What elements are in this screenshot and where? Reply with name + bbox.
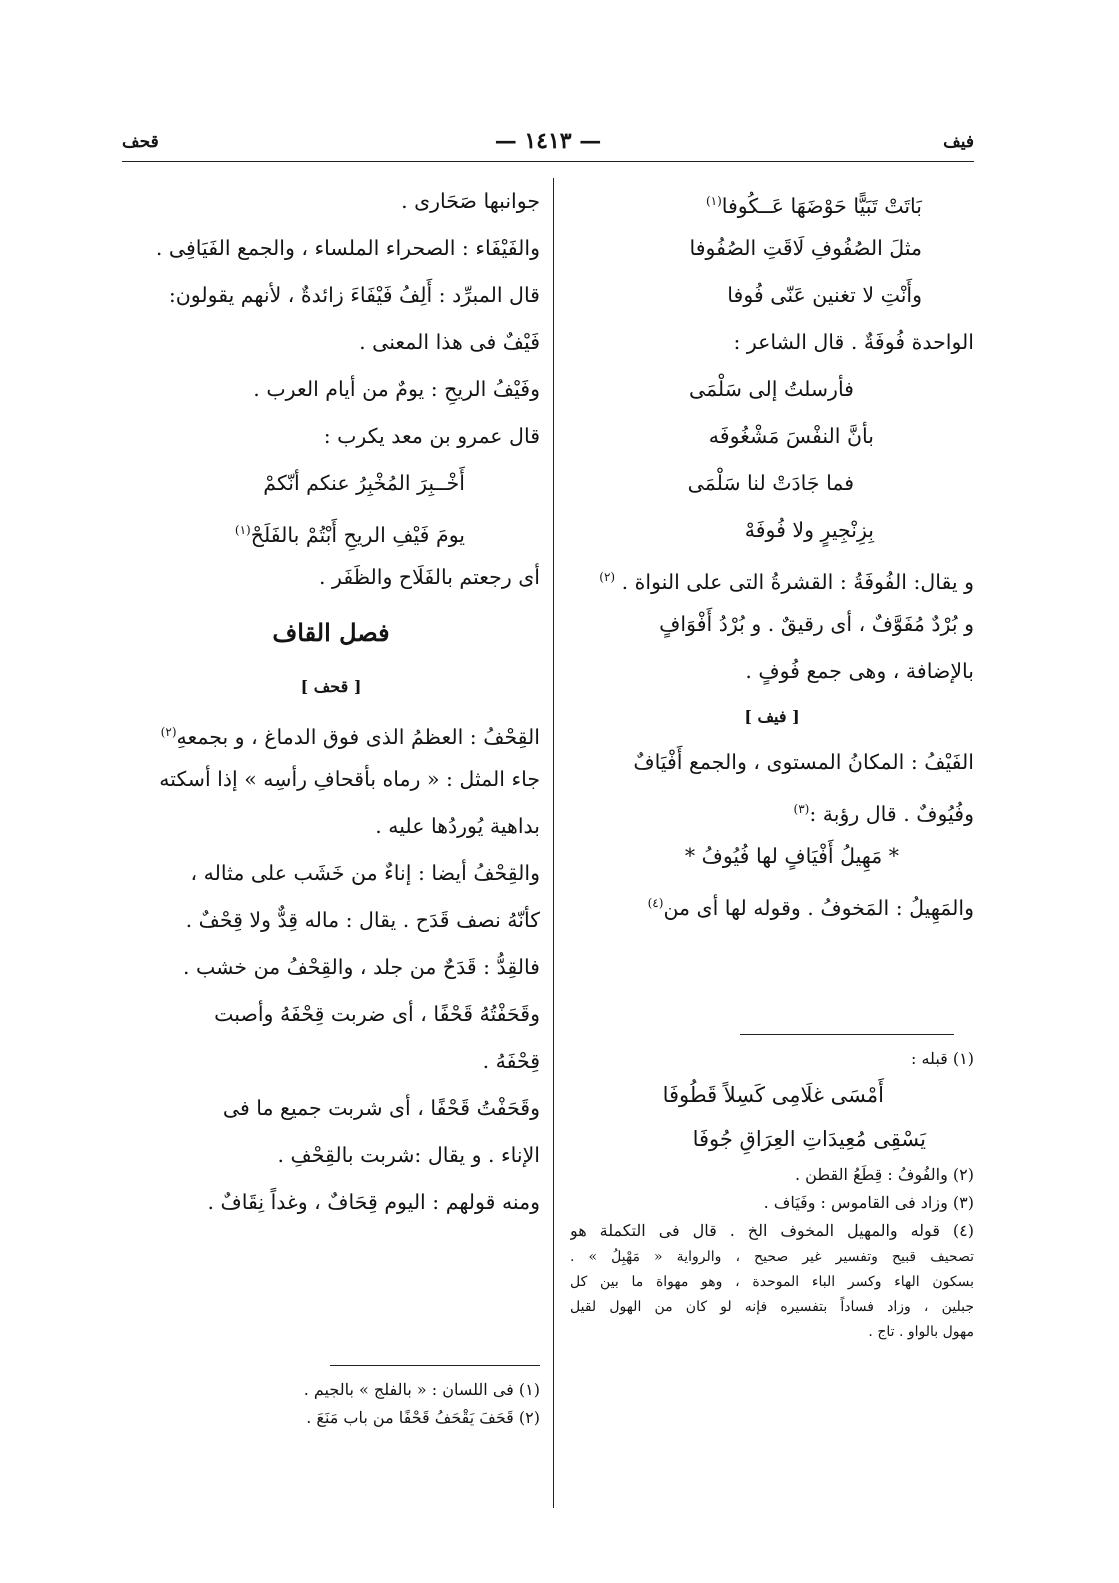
text-line: الفَيْفُ : المكانُ المستوى ، والجمع أَفْيَافٌ	[633, 750, 974, 774]
text-line: الواحدة فُوفَةٌ . قال الشاعر :	[733, 330, 974, 354]
text-line: قال المبرِّد : أَلِفُ فَيْفَاءَ زائدةٌ ، لأنهم يقولون:	[168, 283, 540, 307]
footnotes-right	[570, 1045, 974, 1345]
verse-line: فأرسلتُ إلى سَلْمَى	[688, 377, 854, 401]
text-line: ومنه قولهم : اليوم قِحَافٌ ، وغداً نِقَافٌ .	[207, 1190, 540, 1214]
text-line: القِحْفُ : العظمُ الذى فوق الدماغ ، و بجمعهِ$^{(٢)}$	[160, 724, 540, 749]
footnote-line: (١) فى اللسان : « بالفلج » بالجيم .	[303, 1380, 540, 1399]
footnote-mark: (١)	[234, 523, 251, 537]
text-line: و يقال: الفُوفَةُ : القشرةُ التى على النواة . $^{(٢)}$	[599, 569, 974, 594]
verse-line: * مَهِيلُ أَفْيَافٍ لها فُيُوفُ *	[684, 844, 899, 868]
footnote-verse: أَمْسَى غلَامِى كَسِلاً قَطُوفَا	[662, 1083, 884, 1107]
verse-line: أَخْــبِرَ المُخْبِرُ عنكم أنّكمْ	[263, 471, 465, 495]
verse-line: فما جَادَتْ لنا سَلْمَى	[687, 471, 854, 495]
text-line: بالإضافة ، وهى جمع فُوفٍ .	[745, 659, 974, 683]
text-line: فَيْفٌ فى هذا المعنى .	[359, 330, 540, 354]
text-line: الإناء . و يقال :شربت بالقِحْفِ .	[277, 1143, 540, 1167]
footnote-line: جبلين ، وزاد فساداً بتفسيره فإنه لو كان من الهول لقيل	[570, 1299, 974, 1315]
footnote-line: بسكون الهاء وكسر الباء الموحدة ، وهو مهواة ما بين كل	[570, 1274, 974, 1290]
text-line: وقَحَفْتُ قَحْفًا ، أى شربت جميع ما فى	[222, 1096, 540, 1120]
page-header	[122, 128, 974, 158]
verse-line: مثلَ الصُفُوفِ لَاقَتِ الصُفُوفا	[689, 236, 922, 260]
section-title: فصل القاف	[272, 618, 390, 647]
footnote-rule-right	[740, 1034, 954, 1035]
verse-line: وأَنْتِ لا تغنين عَنّى فُوفا	[727, 283, 922, 307]
text-line: قِحْفَهُ .	[482, 1049, 540, 1073]
footnote-verse: يَسْقِى مُعِيدَاتِ العِرَاقِ جُوفَا	[692, 1127, 926, 1151]
header-left-word: قحف	[122, 132, 159, 152]
text-line: جاء المثل : « رماه بأقحافِ رأسِه » إذا أسكته	[159, 767, 540, 791]
footnote-mark: (١)	[705, 194, 722, 208]
footnote-mark: (٢)	[599, 570, 616, 584]
footnote-rule-left	[330, 1365, 540, 1366]
column-divider	[553, 178, 554, 1508]
footnote-mark: (٣)	[793, 802, 810, 816]
text-line: بداهية يُوردُها عليه .	[375, 814, 540, 838]
text-line: وفَيْفُ الريحِ : يومٌ من أيام العرب .	[253, 377, 540, 401]
text-line: فالقِدُّ : قَدَحٌ من جلد ، والقِحْفُ من خشب .	[182, 955, 540, 979]
text-line: قال عمرو بن معد يكرب :	[323, 424, 540, 448]
text-line: و بُرْدٌ مُفَوَّفٌ ، أى رقيقٌ . و بُرْدُ أَفْوَافٍ	[659, 612, 974, 636]
footnote-mark: (٢)	[160, 725, 177, 739]
page-number: — ١٤١٣ —	[494, 128, 602, 154]
verse-line: بأنَّ النفْسَ مَشْغُوفَه	[708, 424, 874, 448]
text-line: وقَحَفْتُهُ قَحْفًا ، أى ضربت قِحْفَهُ وأصبت	[214, 1002, 540, 1026]
entry-heading-qahf: [ قحف ]	[300, 677, 362, 696]
footnote-line: مهول بالواو . تاج .	[868, 1324, 974, 1340]
verse-line: بِزِنْجِيرٍ ولا فُوفَهْ	[744, 518, 874, 542]
text-line: جوانبها صَحَارى .	[401, 189, 540, 213]
text-line: والمَهِيلُ : المَخوفُ . وقوله لها أى من$^{(٤)}$	[647, 895, 974, 920]
header-right-word: فيف	[943, 132, 974, 152]
text-line: والفَيْفَاء : الصحراء الملساء ، والجمع الفَيَافِى .	[155, 236, 540, 260]
footnote-line: (٣) وزاد فى القاموس : وفَيَاف .	[763, 1193, 974, 1212]
footnote-line: (١) قبله :	[911, 1049, 974, 1068]
footnote-line: (٢) قَحَفَ يَقْحَفُ قَحْفًا من باب مَنَعَ .	[306, 1408, 540, 1427]
right-column	[570, 178, 974, 927]
footnote-mark: (٤)	[647, 896, 664, 910]
footnote-line: (٢) والفُوفُ : قِطَعُ القطن .	[795, 1165, 974, 1184]
footnotes-left	[122, 1376, 540, 1432]
left-column	[122, 178, 540, 1226]
verse-line: يومَ فَيْفِ الريحِ أَبْتُمْ بالفَلَحْ$^{(١)}$	[234, 522, 465, 547]
text-line: والقِحْفُ أيضا : إناءٌ من خَشَب على مثاله ،	[190, 861, 540, 885]
footnote-line: تصحيف قبيح وتفسير غير صحيح ، والرواية « مَهْبِلُ » .	[570, 1249, 974, 1265]
text-line: أى رجعتم بالفَلَاح والظَفَر .	[319, 565, 540, 589]
verse-line: بَاتَتْ تَبَيًّا حَوْضَهَا عَــكُوفا$^{(١)}$	[705, 193, 922, 218]
text-line: كأنّهُ نصف قَدَح . يقال : ماله قِدٌّ ولا قِحْفٌ .	[185, 908, 540, 932]
footnote-line: (٤) قوله والمهيل المخوف الخ . قال فى التكملة هو	[570, 1221, 974, 1240]
text-line: وفُيُوفٌ . قال رؤبة :$^{(٣)}$	[793, 801, 974, 826]
entry-heading-fayf: [ فيف ]	[744, 707, 800, 726]
header-rule	[122, 161, 974, 162]
